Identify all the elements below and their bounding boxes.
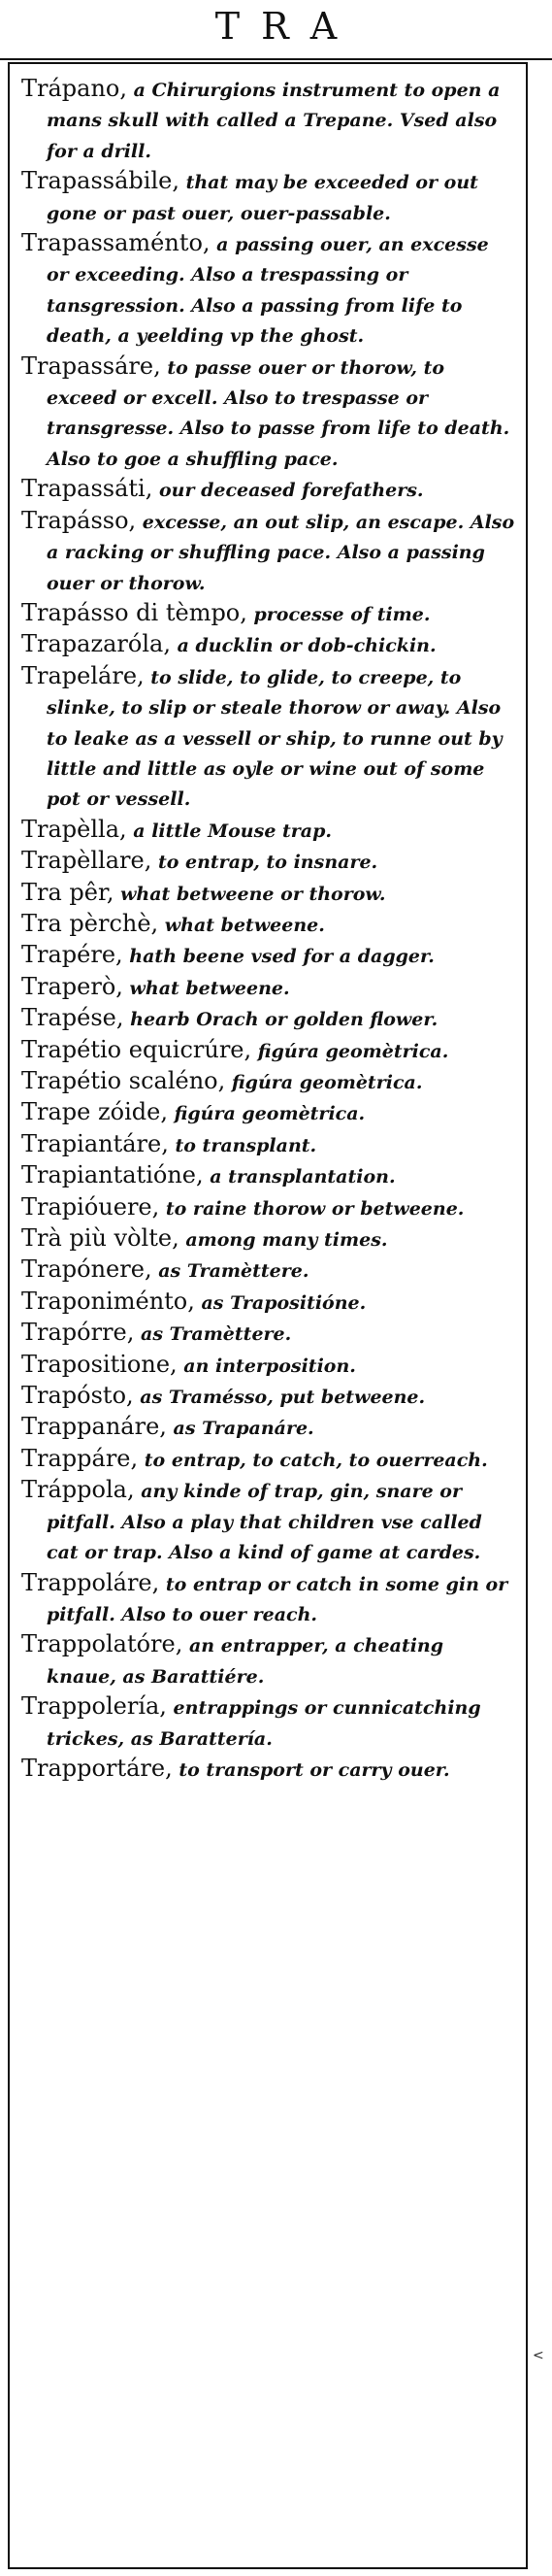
entry-definition: a ducklin or dob-chickin. <box>170 635 437 657</box>
entry-definition: figúra geomètrica. <box>251 1040 449 1062</box>
entry-headword: Trappanáre, <box>21 1413 167 1441</box>
entry-definition: to entrap, to insnare. <box>151 852 378 874</box>
dictionary-entry <box>21 1097 516 1128</box>
entry-definition: to transplant. <box>168 1134 317 1156</box>
dictionary-entry <box>21 1568 516 1630</box>
entry-headword: Trappáre, <box>21 1444 139 1472</box>
entry-definition: to passe ouer or thorow, to exceed or excell. Also to trespasse or transgresse. Also to passe from life to death. Also to goe a shuffling pace. <box>47 356 510 470</box>
dictionary-entry <box>21 878 516 909</box>
entry-definition: as Trapanáre. <box>166 1418 314 1440</box>
entry-headword: Trapèlla, <box>21 815 127 843</box>
entry-headword: Trapétio equicrúre, <box>21 1035 252 1063</box>
entry-definition: to entrap, to catch, to ouerreach. <box>138 1449 488 1471</box>
dictionary-entry <box>21 1691 516 1754</box>
dictionary-entry <box>21 1255 516 1286</box>
entry-headword: Trapiantatióne, <box>21 1161 204 1189</box>
entry-definition: an interposition. <box>177 1355 356 1377</box>
dictionary-entry <box>21 1629 516 1691</box>
entry-headword: Trapére, <box>21 941 123 969</box>
dictionary-entry <box>21 1035 516 1066</box>
entry-headword: Trapiantáre, <box>21 1129 169 1157</box>
entry-definition: an entrapper, a cheating knaue, as Barattiére. <box>47 1635 444 1688</box>
dictionary-entry <box>21 1160 516 1191</box>
entry-headword: Trapórre, <box>21 1319 135 1347</box>
entry-definition: entrappings or cunnicatching trickes, as Barattería. <box>47 1697 481 1750</box>
entry-headword: Trapásso di tèmpo, <box>21 598 247 626</box>
entry-headword: Trapásso, <box>21 506 137 534</box>
dictionary-entry <box>21 1318 516 1349</box>
entry-headword: Trapassáti, <box>21 475 153 503</box>
entry-definition: what betweene or thorow. <box>114 883 386 905</box>
entry-definition: a little Mouse trap. <box>126 820 333 842</box>
dictionary-entry <box>21 661 516 815</box>
entry-definition: our deceased forefathers. <box>152 480 424 502</box>
entry-headword: Trappoláre, <box>21 1568 160 1596</box>
entry-headword: Traponiménto, <box>21 1287 195 1315</box>
dictionary-entry <box>21 1129 516 1160</box>
entry-definition: among many times. <box>179 1229 388 1252</box>
dictionary-entry <box>21 909 516 940</box>
entry-definition: what betweene. <box>122 977 290 999</box>
entry-definition: to transport or carry ouer. <box>172 1758 450 1781</box>
entry-headword: Trapónere, <box>21 1255 152 1284</box>
entry-definition: what betweene. <box>158 914 325 936</box>
page-header: TRA <box>214 5 359 48</box>
entry-definition: that may be exceeded or out gone or past ouer, ouer-passable. <box>47 172 478 224</box>
entry-headword: Trapósto, <box>21 1382 134 1410</box>
header-rule <box>0 58 552 60</box>
entry-definition: as Tramèttere. <box>151 1260 309 1283</box>
dictionary-entry <box>21 846 516 877</box>
entry-headword: Traperò, <box>21 972 123 1000</box>
entry-headword: Trapazaróla, <box>21 630 171 658</box>
dictionary-entry <box>21 629 516 660</box>
entry-definition: to slide, to glide, to creepe, to slinke, to slip or steale thorow or away. Also to leake as a vessell or ship, to runne out by little and little as oyle or wine out of some pot or vessell. <box>47 666 503 811</box>
entry-definition: to entrap or catch in some gin or pitfall. Also to ouer reach. <box>47 1573 508 1625</box>
dictionary-entry <box>21 940 516 971</box>
dictionary-entry <box>21 506 516 598</box>
entry-headword: Trappolería, <box>21 1692 167 1721</box>
entry-headword: Trapassáre, <box>21 351 161 380</box>
entry-definition: processe of time. <box>246 603 431 625</box>
entry-definition: hearb Orach or golden flower. <box>123 1009 438 1031</box>
entry-headword: Trapassaménto, <box>21 229 211 257</box>
dictionary-column <box>8 62 528 2569</box>
dictionary-entry <box>21 228 516 351</box>
entry-headword: Trapassábile, <box>21 167 179 195</box>
dictionary-entry <box>21 1223 516 1255</box>
entry-headword: Trapportáre, <box>21 1754 173 1782</box>
dictionary-entry <box>21 351 516 475</box>
entry-definition: a transplantation. <box>203 1166 396 1188</box>
dictionary-entry <box>21 1350 516 1381</box>
margin-mark: < <box>533 2348 544 2363</box>
dictionary-entry <box>21 1066 516 1097</box>
dictionary-entry <box>21 1192 516 1223</box>
entry-headword: Trapióuere, <box>21 1192 160 1221</box>
entry-definition: to raine thorow or betweene. <box>159 1197 465 1220</box>
dictionary-entry <box>21 1754 516 1785</box>
dictionary-entry <box>21 474 516 505</box>
dictionary-entry <box>21 1444 516 1475</box>
entry-headword: Tra pêr, <box>21 878 114 906</box>
dictionary-entry <box>21 1412 516 1443</box>
entry-definition: as Tramèttere. <box>134 1323 292 1346</box>
entry-headword: Tráppola, <box>21 1476 135 1504</box>
entry-headword: Trapése, <box>21 1004 124 1032</box>
entry-definition: excesse, an out slip, an escape. Also a racking or shuffling pace. Also a passing ouer or thorow. <box>47 511 515 594</box>
entry-headword: Trape zóide, <box>21 1098 168 1126</box>
dictionary-entry <box>21 166 516 228</box>
entry-headword: Trápano, <box>21 75 127 102</box>
dictionary-entry <box>21 74 516 166</box>
entry-definition: figúra geomètrica. <box>167 1103 366 1125</box>
dictionary-entry <box>21 1475 516 1567</box>
entry-definition: as Trapositióne. <box>194 1291 367 1314</box>
entry-headword: Trapeláre, <box>21 661 145 689</box>
dictionary-entry <box>21 1381 516 1412</box>
dictionary-entry <box>21 598 516 629</box>
entry-definition: a passing ouer, an excesse or exceeding. Also a trespassing or tansgression. Also a passing from life to death, a yeelding vp the ghost. <box>47 234 489 348</box>
entry-definition: any kinde of trap, gin, snare or pitfall. Also a play that children vse called cat or trap. Also a kind of game at cardes. <box>47 1481 482 1564</box>
entry-definition: as Tramésso, put betweene. <box>133 1387 426 1409</box>
entry-headword: Trà più vòlte, <box>21 1224 179 1253</box>
dictionary-entry <box>21 1287 516 1318</box>
dictionary-entry <box>21 972 516 1003</box>
entry-definition: a Chirurgions instrument to open a mans skull with called a Trepane. Vsed also for a drill. <box>47 80 501 162</box>
entry-headword: Trapèllare, <box>21 847 152 875</box>
entry-headword: Trapositione, <box>21 1350 178 1378</box>
entry-headword: Trappolatóre, <box>21 1630 183 1658</box>
entry-definition: hath beene vsed for a dagger. <box>122 946 435 968</box>
dictionary-entry <box>21 1003 516 1034</box>
dictionary-entry <box>21 815 516 846</box>
entry-headword: Tra pèrchè, <box>21 909 159 937</box>
entry-headword: Trapétio scaléno, <box>21 1067 226 1094</box>
entry-definition: figúra geomètrica. <box>225 1072 423 1093</box>
